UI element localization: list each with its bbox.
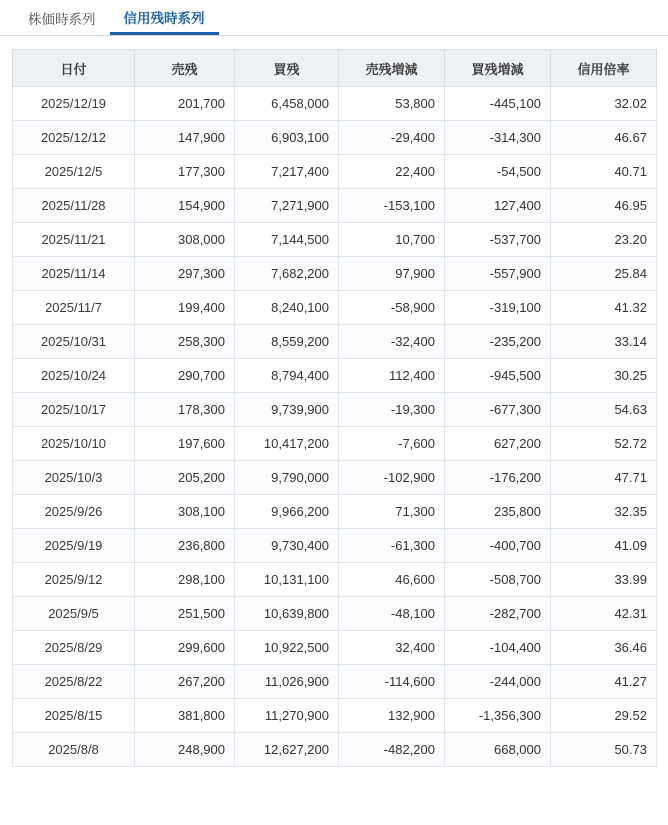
cell-credit-ratio: 46.95	[551, 189, 657, 223]
cell-buy-balance-change: -945,500	[445, 359, 551, 393]
cell-credit-ratio: 29.52	[551, 699, 657, 733]
cell-sell-balance-change: 32,400	[339, 631, 445, 665]
cell-sell-balance-change: -102,900	[339, 461, 445, 495]
cell-buy-balance-change: -282,700	[445, 597, 551, 631]
cell-buy-balance-change: -314,300	[445, 121, 551, 155]
cell-sell-balance: 267,200	[135, 665, 235, 699]
table-header-row	[13, 50, 657, 87]
table-row	[13, 359, 657, 393]
cell-buy-balance: 8,559,200	[235, 325, 339, 359]
cell-buy-balance-change: -508,700	[445, 563, 551, 597]
table-row	[13, 495, 657, 529]
cell-buy-balance: 11,270,900	[235, 699, 339, 733]
cell-sell-balance: 297,300	[135, 257, 235, 291]
cell-buy-balance: 9,730,400	[235, 529, 339, 563]
cell-buy-balance: 10,131,100	[235, 563, 339, 597]
column-header-date: 日付	[13, 50, 135, 87]
cell-buy-balance: 10,639,800	[235, 597, 339, 631]
cell-sell-balance: 154,900	[135, 189, 235, 223]
cell-buy-balance: 9,966,200	[235, 495, 339, 529]
cell-credit-ratio: 41.32	[551, 291, 657, 325]
cell-sell-balance-change: 10,700	[339, 223, 445, 257]
cell-date: 2025/10/3	[13, 461, 135, 495]
table-row	[13, 257, 657, 291]
cell-date: 2025/8/8	[13, 733, 135, 767]
cell-buy-balance-change: -557,900	[445, 257, 551, 291]
cell-buy-balance-change: 127,400	[445, 189, 551, 223]
column-header-credit-ratio: 信用倍率	[551, 50, 657, 87]
cell-date: 2025/11/7	[13, 291, 135, 325]
cell-buy-balance: 7,217,400	[235, 155, 339, 189]
column-header-buy-balance: 買残	[235, 50, 339, 87]
cell-date: 2025/8/29	[13, 631, 135, 665]
cell-credit-ratio: 52.72	[551, 427, 657, 461]
cell-sell-balance-change: -58,900	[339, 291, 445, 325]
cell-date: 2025/11/14	[13, 257, 135, 291]
cell-credit-ratio: 47.71	[551, 461, 657, 495]
cell-sell-balance-change: 132,900	[339, 699, 445, 733]
cell-buy-balance-change: -677,300	[445, 393, 551, 427]
cell-sell-balance: 308,000	[135, 223, 235, 257]
cell-sell-balance-change: -61,300	[339, 529, 445, 563]
cell-buy-balance: 7,271,900	[235, 189, 339, 223]
cell-buy-balance-change: -400,700	[445, 529, 551, 563]
cell-sell-balance-change: 46,600	[339, 563, 445, 597]
cell-sell-balance-change: 112,400	[339, 359, 445, 393]
cell-sell-balance: 197,600	[135, 427, 235, 461]
tab-credit-balance-history[interactable]	[110, 12, 219, 36]
cell-buy-balance: 12,627,200	[235, 733, 339, 767]
cell-buy-balance-change: -244,000	[445, 665, 551, 699]
cell-sell-balance: 147,900	[135, 121, 235, 155]
cell-buy-balance-change: -445,100	[445, 87, 551, 121]
cell-date: 2025/9/19	[13, 529, 135, 563]
cell-buy-balance: 9,739,900	[235, 393, 339, 427]
cell-buy-balance-change: -176,200	[445, 461, 551, 495]
cell-sell-balance: 290,700	[135, 359, 235, 393]
cell-credit-ratio: 46.67	[551, 121, 657, 155]
cell-credit-ratio: 32.02	[551, 87, 657, 121]
table-row	[13, 461, 657, 495]
table-row	[13, 427, 657, 461]
cell-buy-balance-change: 627,200	[445, 427, 551, 461]
cell-date: 2025/8/15	[13, 699, 135, 733]
cell-sell-balance-change: -114,600	[339, 665, 445, 699]
cell-sell-balance: 178,300	[135, 393, 235, 427]
cell-date: 2025/9/5	[13, 597, 135, 631]
table-row	[13, 733, 657, 767]
cell-buy-balance-change: 235,800	[445, 495, 551, 529]
table-row	[13, 223, 657, 257]
cell-date: 2025/11/28	[13, 189, 135, 223]
cell-sell-balance: 201,700	[135, 87, 235, 121]
cell-credit-ratio: 30.25	[551, 359, 657, 393]
cell-sell-balance: 381,800	[135, 699, 235, 733]
cell-sell-balance-change: -32,400	[339, 325, 445, 359]
cell-credit-ratio: 33.99	[551, 563, 657, 597]
table-row	[13, 155, 657, 189]
table-container	[0, 36, 668, 767]
cell-credit-ratio: 41.09	[551, 529, 657, 563]
cell-buy-balance-change: -54,500	[445, 155, 551, 189]
cell-credit-ratio: 41.27	[551, 665, 657, 699]
cell-credit-ratio: 33.14	[551, 325, 657, 359]
cell-sell-balance: 258,300	[135, 325, 235, 359]
credit-balance-table	[12, 49, 657, 767]
column-header-buy-balance-change: 買残増減	[445, 50, 551, 87]
cell-buy-balance: 11,026,900	[235, 665, 339, 699]
cell-credit-ratio: 25.84	[551, 257, 657, 291]
tab-stock-price-history[interactable]	[14, 13, 110, 36]
cell-date: 2025/12/19	[13, 87, 135, 121]
cell-credit-ratio: 23.20	[551, 223, 657, 257]
cell-sell-balance: 298,100	[135, 563, 235, 597]
column-header-sell-balance: 売残	[135, 50, 235, 87]
cell-date: 2025/12/5	[13, 155, 135, 189]
cell-sell-balance: 251,500	[135, 597, 235, 631]
cell-date: 2025/10/10	[13, 427, 135, 461]
cell-date: 2025/9/26	[13, 495, 135, 529]
cell-sell-balance-change: -153,100	[339, 189, 445, 223]
table-row	[13, 631, 657, 665]
cell-buy-balance-change: 668,000	[445, 733, 551, 767]
table-row	[13, 393, 657, 427]
cell-sell-balance-change: -19,300	[339, 393, 445, 427]
cell-buy-balance: 9,790,000	[235, 461, 339, 495]
cell-date: 2025/9/12	[13, 563, 135, 597]
table-row	[13, 597, 657, 631]
cell-buy-balance: 7,682,200	[235, 257, 339, 291]
cell-sell-balance-change: 53,800	[339, 87, 445, 121]
cell-sell-balance: 199,400	[135, 291, 235, 325]
cell-sell-balance: 248,900	[135, 733, 235, 767]
column-header-sell-balance-change: 売残増減	[339, 50, 445, 87]
cell-buy-balance-change: -537,700	[445, 223, 551, 257]
cell-buy-balance: 7,144,500	[235, 223, 339, 257]
cell-buy-balance: 8,240,100	[235, 291, 339, 325]
table-row	[13, 87, 657, 121]
table-row	[13, 325, 657, 359]
table-row	[13, 665, 657, 699]
cell-sell-balance-change: -48,100	[339, 597, 445, 631]
cell-sell-balance: 308,100	[135, 495, 235, 529]
cell-sell-balance: 205,200	[135, 461, 235, 495]
table-row	[13, 563, 657, 597]
table-row	[13, 291, 657, 325]
cell-sell-balance: 236,800	[135, 529, 235, 563]
tab-bar	[0, 0, 668, 36]
cell-buy-balance-change: -319,100	[445, 291, 551, 325]
tab-label: 株価時系列	[28, 11, 96, 27]
cell-sell-balance-change: -29,400	[339, 121, 445, 155]
cell-sell-balance-change: -7,600	[339, 427, 445, 461]
cell-credit-ratio: 32.35	[551, 495, 657, 529]
cell-buy-balance: 10,417,200	[235, 427, 339, 461]
cell-date: 2025/10/17	[13, 393, 135, 427]
cell-buy-balance: 10,922,500	[235, 631, 339, 665]
cell-buy-balance-change: -235,200	[445, 325, 551, 359]
cell-buy-balance-change: -104,400	[445, 631, 551, 665]
tab-label: 信用残時系列	[123, 10, 205, 26]
cell-date: 2025/8/22	[13, 665, 135, 699]
cell-credit-ratio: 50.73	[551, 733, 657, 767]
cell-buy-balance: 6,458,000	[235, 87, 339, 121]
table-row	[13, 699, 657, 733]
cell-buy-balance: 6,903,100	[235, 121, 339, 155]
cell-credit-ratio: 54.63	[551, 393, 657, 427]
cell-sell-balance: 177,300	[135, 155, 235, 189]
cell-sell-balance: 299,600	[135, 631, 235, 665]
cell-date: 2025/10/24	[13, 359, 135, 393]
table-header	[13, 50, 657, 87]
cell-sell-balance-change: 71,300	[339, 495, 445, 529]
table-row	[13, 121, 657, 155]
cell-sell-balance-change: 97,900	[339, 257, 445, 291]
cell-date: 2025/12/12	[13, 121, 135, 155]
cell-credit-ratio: 42.31	[551, 597, 657, 631]
cell-date: 2025/11/21	[13, 223, 135, 257]
cell-buy-balance: 8,794,400	[235, 359, 339, 393]
cell-sell-balance-change: 22,400	[339, 155, 445, 189]
cell-credit-ratio: 36.46	[551, 631, 657, 665]
table-body	[13, 87, 657, 767]
cell-buy-balance-change: -1,356,300	[445, 699, 551, 733]
table-row	[13, 529, 657, 563]
table-row	[13, 189, 657, 223]
cell-credit-ratio: 40.71	[551, 155, 657, 189]
cell-sell-balance-change: -482,200	[339, 733, 445, 767]
cell-date: 2025/10/31	[13, 325, 135, 359]
